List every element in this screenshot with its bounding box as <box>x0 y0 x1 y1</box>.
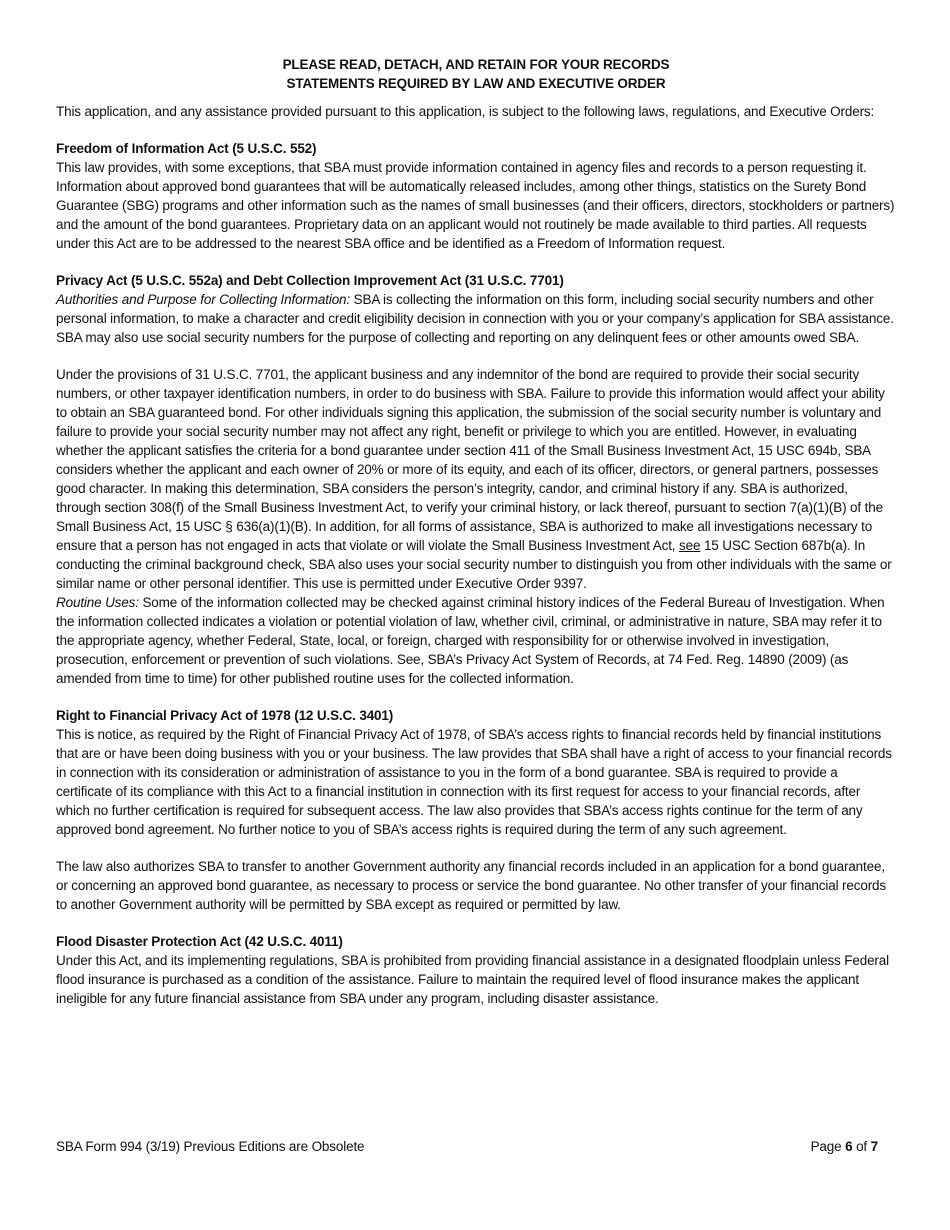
section-flood <box>56 932 896 1008</box>
privacy-authorities-label: Authorities and Purpose for Collecting Information: <box>56 292 351 307</box>
header-line-1: PLEASE READ, DETACH, AND RETAIN FOR YOUR RECORDS <box>282 57 670 72</box>
section-foia <box>56 139 896 253</box>
privacy-title: Privacy Act (5 U.S.C. 552a) and Debt Collection Improvement Act (31 U.S.C. 7701) <box>56 273 564 288</box>
privacy-provisions-text-b: 15 USC Section 687b(a). In conducting the criminal background check, SBA also uses your social security number to distinguish you from other individuals with the same or similar name or other personal identifier. This use is permitted under Executive Order 9397. <box>56 538 892 591</box>
page-number <box>811 1137 878 1156</box>
intro-paragraph: This application, and any assistance provided pursuant to this application, is subject to the following laws, regulations, and Executive Orders: <box>56 104 875 119</box>
foia-body: This law provides, with some exceptions, that SBA must provide information contained in agency files and records to a person requesting it. Information about approved bond guarantees that will be automatically released includes, among other things, statistics on the Surety Bond Guarantee (SBG) programs and other information such as the names of small businesses (and their officers, directors, stockholders or partners) and the amount of the bond guarantees. Proprietary data on an applicant would not routinely be made available to third parties. All requests under this Act are to be addressed to the nearest SBA office and be identified as a Freedom of Information request. <box>56 160 895 251</box>
document-header <box>56 55 896 93</box>
privacy-authorities-paragraph <box>56 290 896 347</box>
page-of: of <box>852 1139 871 1154</box>
rfpa-body-1: This is notice, as required by the Right of Financial Privacy Act of 1978, of SBA’s access rights to financial records held by financial institutions that are or have been doing business with you or your business. The law provides that SBA shall have a right of access to your financial records in connection with its consideration or administration of assistance to you in the form of a bond guarantee. SBA is required to provide a certificate of its compliance with this Act to a financial institution in connection with its first request for access to your financial records, after which no further certification is required for subsequent access. The law also provides that SBA’s access rights continue for the term of any approved bond agreement. No further notice to you of SBA’s access rights is required during the term of any such agreement. <box>56 727 892 837</box>
privacy-routine-uses-paragraph <box>56 593 896 688</box>
section-rfpa <box>56 706 896 914</box>
privacy-provisions-paragraph <box>56 365 896 593</box>
document-page <box>56 55 896 1008</box>
page-total: 7 <box>870 1139 878 1154</box>
privacy-provisions-text-a: Under the provisions of 31 U.S.C. 7701, the applicant business and any indemnitor of the bond are required to provide their social security numbers, or other taxpayer identification numbers, in order to do business with SBA. Failure to provide this information would affect your ability to obtain an SBA guaranteed bond. For other individuals signing this application, the submission of the social security number is voluntary and failure to provide your social security number may not affect any right, benefit or privilege to which you are entitled. However, in evaluating whether the applicant satisfies the criteria for a bond guarantee under section 411 of the Small Business Investment Act, 15 USC 694b, SBA considers whether the applicant and each owner of 20% or more of its equity, and each of its officer, directors, or general partners, possesses good character. In making this determination, SBA considers the person’s integrity, candor, and criminal history if any. SBA is authorized, through section 308(f) of the Small Business Investment Act, to verify your criminal history, or lack thereof, pursuant to section 7(a)(1)(B) of the Small Business Act, 15 USC § 636(a)(1)(B). In addition, for all forms of assistance, SBA is authorized to make all investigations necessary to ensure that a person has not engaged in acts that violate or will violate the Small Business Investment Act, <box>56 367 885 553</box>
page-word: Page <box>810 1139 846 1154</box>
routine-uses-label: Routine Uses: <box>56 595 139 610</box>
page-footer <box>56 1137 878 1156</box>
page-current: 6 <box>845 1139 853 1154</box>
flood-body: Under this Act, and its implementing regulations, SBA is prohibited from providing financial assistance in a designated floodplain unless Federal flood insurance is purchased as a condition of the assistance. Failure to maintain the required level of flood insurance makes the applicant ineligible for any future financial assistance from SBA under any program, including disaster assistance. <box>56 953 889 1006</box>
header-line-2: STATEMENTS REQUIRED BY LAW AND EXECUTIVE ORDER <box>286 76 666 91</box>
section-privacy <box>56 271 896 688</box>
rfpa-title: Right to Financial Privacy Act of 1978 (12 U.S.C. 3401) <box>56 708 394 723</box>
privacy-authorities-body: SBA is collecting the information on this form, including social security numbers and other personal information, to make a character and credit eligibility decision in connection with you or your company’s application for SBA assistance. SBA may also use social security numbers for the purpose of collecting and reporting on any delinquent fees or other amounts owed SBA. <box>56 292 894 345</box>
form-identifier: SBA Form 994 (3/19) Previous Editions are Obsolete <box>56 1139 365 1154</box>
foia-title: Freedom of Information Act (5 U.S.C. 552) <box>56 141 317 156</box>
privacy-see-word: see <box>679 538 701 553</box>
flood-title: Flood Disaster Protection Act (42 U.S.C. 4011) <box>56 934 343 949</box>
routine-uses-body: Some of the information collected may be checked against criminal history indices of the Federal Bureau of Investigation. When the information collected indicates a violation or potential violation of law, whether civil, criminal, or administrative in nature, SBA may refer it to the appropriate agency, whether Federal, State, local, or foreign, charged with responsibility for or otherwise involved in investigation, prosecution, enforcement or prevention of such violations. See, SBA’s Privacy Act System of Records, at 74 Fed. Reg. 14890 (2009) (as amended from time to time) for other published routine uses for the collected information. <box>56 595 885 686</box>
rfpa-body-2: The law also authorizes SBA to transfer to another Government authority any financial records included in an application for a bond guarantee, or concerning an approved bond guarantee, as necessary to process or service the bond guarantee. No other transfer of your financial records to another Government authority will be permitted by SBA except as required or permitted by law. <box>56 859 887 912</box>
